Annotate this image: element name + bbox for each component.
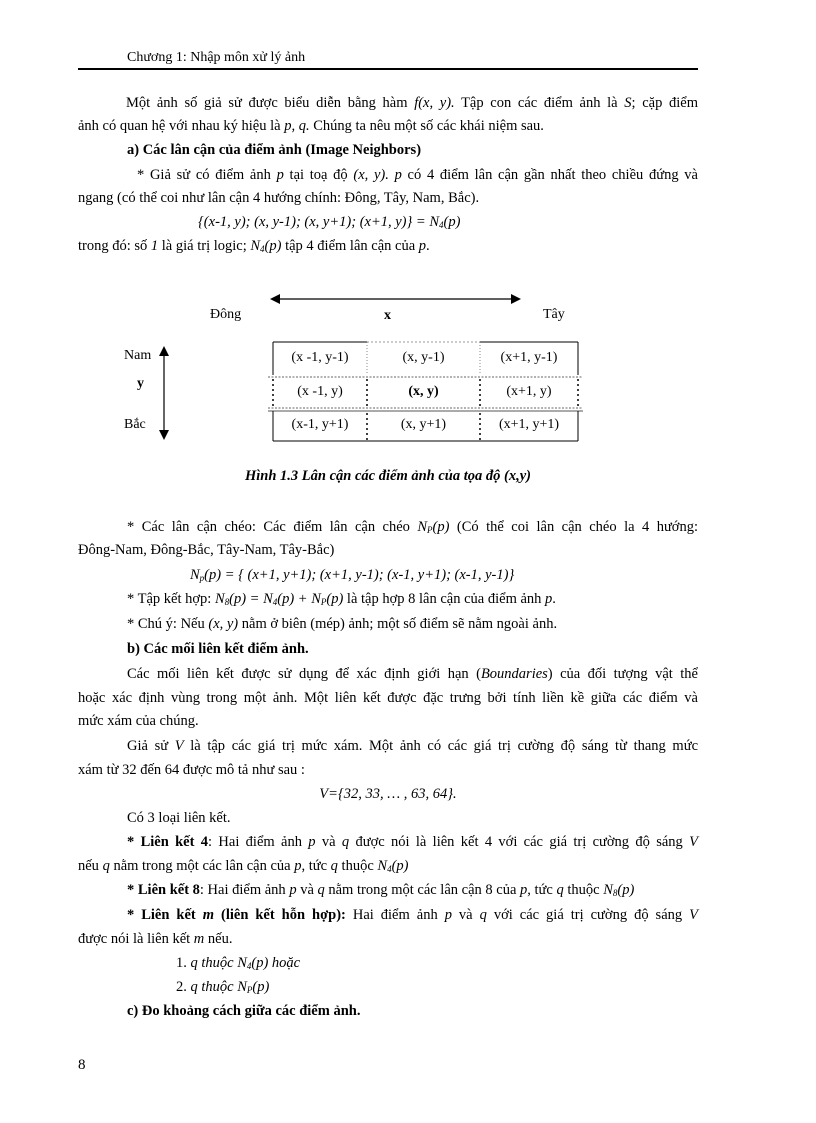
label-y-axis: y [137, 376, 144, 391]
label-east: Đông [210, 307, 242, 322]
page-number: 8 [78, 1057, 86, 1073]
np-formula: $N_p(p)$ = { (x+1, y+1); (x+1, y-1); (x-1, y+1); (x-1, y-1)} [190, 567, 515, 583]
section-a-heading: a) Các lân cận của điểm ảnh (Image Neighbors) [127, 142, 422, 158]
intro-line-1: Một ảnh số giả sử được biểu diễn bằng hàm f(x, y). Tập con các điểm ảnh là S; cặp điểm [126, 95, 698, 111]
grid-cell: (x-1, y+1) [291, 417, 349, 432]
section-a-line-1: * Giả sử có điểm ảnh p tại toạ độ (x, y). p có 4 điểm lân cận gần nhất theo chiều đứng và [137, 167, 698, 183]
n4-definition: trong đó: số 1 là giá trị logic; $N_4(p)$ tập 4 điểm lân cận của p. [78, 238, 430, 254]
vertical-arrow [159, 346, 169, 440]
grid-cell: (x, y+1) [400, 417, 447, 432]
grid-cell: (x -1, y-1) [291, 350, 349, 365]
section-b-line-4: Giả sử V là tập các giá trị mức xám. Một ảnh có các giá trị cường độ sáng từ thang mức [127, 738, 699, 754]
connectivity-types: Có 3 loại liên kết. [127, 810, 231, 826]
grid-cell: (x+1, y) [506, 384, 552, 399]
horizontal-arrow [270, 294, 521, 304]
diagonal-line-1: * Các lân cận chéo: Các điểm lân cận chéo $N_P(p)$ (Có thể coi lân cận chéo la 4 hướng: [127, 519, 699, 535]
list-item: 2. q thuộc $N_P(p)$ [176, 979, 270, 995]
label-north: Nam [124, 348, 152, 363]
n8-combination: * Tập kết hợp: $N_8(p) = N_4(p) + N_P(p)$ là tập hợp 8 lân cận của điểm ảnh p. [127, 591, 556, 607]
running-header: Chương 1: Nhập môn xử lý ảnh [127, 50, 306, 65]
border-note: * Chú ý: Nếu (x, y) nằm ở biên (mép) ảnh; một số điểm sẽ nằm ngoài ảnh. [127, 616, 558, 632]
link-m-line-2: được nói là liên kết m nếu. [78, 931, 233, 947]
label-south: Bắc [124, 417, 146, 432]
link-m-line-1: * Liên kết m (liên kết hỗn hợp): Hai điểm ảnh p và q với các giá trị cường độ sáng V [127, 907, 698, 923]
link-4-line-2: nếu q nằm trong một các lân cận của p, tức q thuộc $N_4(p)$ [78, 858, 409, 874]
section-b-heading: b) Các mối liên kết điểm ảnh. [127, 641, 309, 657]
grid-cell: (x, y-1) [402, 350, 445, 365]
v-set-formula: V={32, 33, … , 63, 64}. [319, 786, 457, 802]
grid-cell: (x+1, y-1) [500, 350, 558, 365]
section-b-line-3: mức xám của chúng. [78, 713, 199, 729]
grid-cell-center: (x, y) [408, 384, 439, 399]
section-b-line-2: hoặc xác định vùng trong một ảnh. Một liên kết được đặc trưng bởi tính liền kề giữa các điểm và [78, 690, 698, 706]
section-b-line-5: xám từ 32 đến 64 được mô tả như sau : [78, 762, 305, 778]
intro-line-2: ảnh có quan hệ với nhau ký hiệu là p, q. Chúng ta nêu một số các khái niệm sau. [78, 118, 544, 134]
link-8-line: * Liên kết 8: Hai điểm ảnh p và q nằm trong một các lân cận 8 của p, tức q thuộc $N_8(p)$ [127, 882, 635, 898]
section-a-line-2: ngang (có thể coi như lân cận 4 hướng chính: Đông, Tây, Nam, Bắc). [78, 190, 480, 206]
n4-formula: {(x-1, y); (x, y-1); (x, y+1); (x+1, $y)\} = N_4(p)$ [198, 214, 461, 230]
grid-cell: (x+1, y+1) [498, 417, 560, 432]
label-x-axis: x [384, 308, 391, 323]
figure-caption: Hình 1.3 Lân cận các điểm ảnh của tọa độ (x,y) [245, 468, 531, 484]
label-west: Tây [543, 307, 565, 322]
diagonal-line-2: Đông-Nam, Đông-Bắc, Tây-Nam, Tây-Bắc) [78, 542, 335, 558]
link-4-line-1: * Liên kết 4: Hai điểm ảnh p và q được nói là liên kết 4 với các giá trị cường độ sáng V [127, 834, 698, 850]
list-item: 1. q thuộc $N_4(p)$ hoặc [176, 955, 301, 971]
section-c-heading: c) Đo khoảng cách giữa các điểm ảnh. [127, 1003, 361, 1019]
grid-cell: (x -1, y) [297, 384, 343, 399]
section-b-line-1: Các mối liên kết được sử dụng để xác định giới hạn (Boundaries) của đối tượng vật thể [127, 666, 698, 682]
